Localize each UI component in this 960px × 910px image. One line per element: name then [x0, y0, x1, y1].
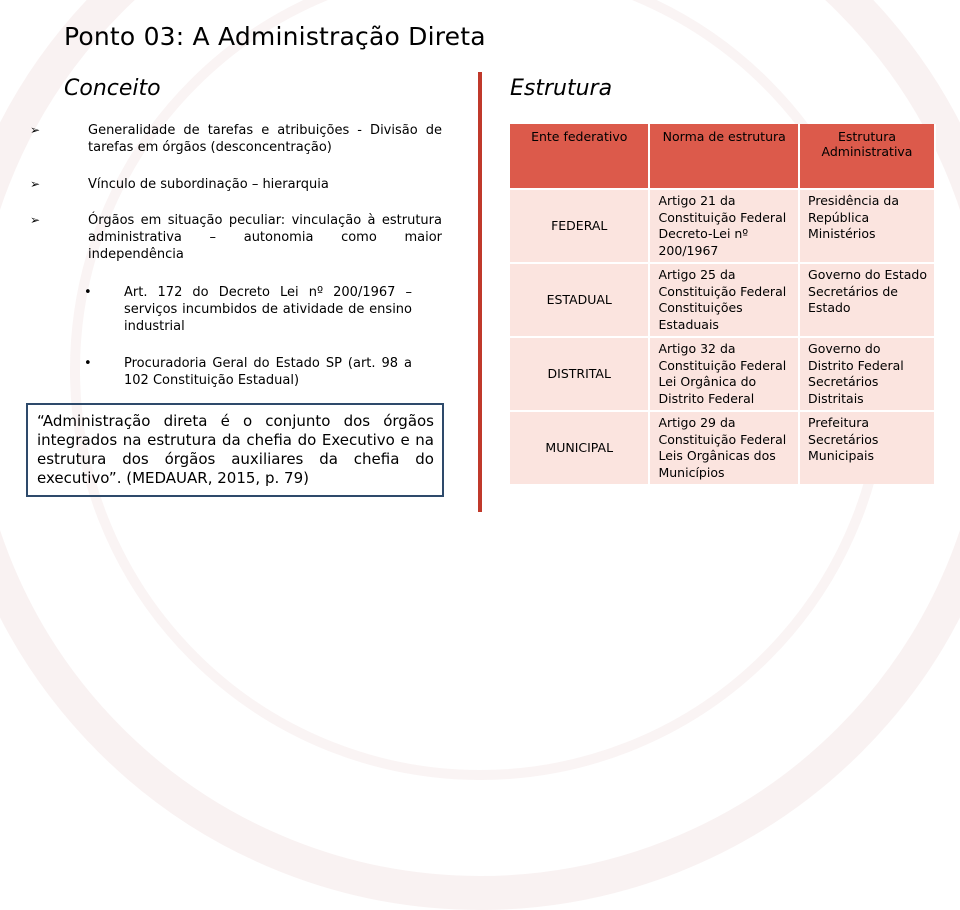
- cell-ente: MUNICIPAL: [510, 410, 650, 484]
- arrow-bullet-icon: ➢: [30, 123, 41, 137]
- cell-ente: DISTRITAL: [510, 336, 650, 410]
- cell-norma: Artigo 32 da Constituição Federal Lei Orgânica do Distrito Federal: [650, 336, 800, 410]
- table-header-row: [510, 124, 936, 188]
- table-row: [510, 410, 936, 484]
- table-row: [510, 188, 936, 262]
- cell-estrutura: Governo do Distrito Federal Secretários Distritais: [800, 336, 936, 410]
- cell-estrutura: Presidência da República Ministérios: [800, 188, 936, 262]
- header-ente: Ente federativo: [510, 124, 650, 188]
- header-estrutura: Estrutura Administrativa: [800, 124, 936, 188]
- estrutura-table: [510, 124, 936, 484]
- vertical-divider: [478, 72, 482, 512]
- sub-bullet-text: Procuradoria Geral do Estado SP (art. 98 a 102 Constituição Estadual): [124, 356, 412, 388]
- bullet-text: Generalidade de tarefas e atribuições - Divisão de tarefas em órgãos (desconcentração): [88, 123, 442, 155]
- dot-bullet-icon: •: [84, 285, 92, 300]
- bullet-text: Órgãos em situação peculiar: vinculação à estrutura administrativa – autonomia como maior independência: [88, 213, 442, 262]
- bullet-text: Vínculo de subordinação – hierarquia: [88, 177, 329, 192]
- sub-bullet-text: Art. 172 do Decreto Lei nº 200/1967 – serviços incumbidos de atividade de ensino industrial: [124, 285, 412, 334]
- cell-norma: Artigo 29 da Constituição Federal Leis Orgânicas dos Municípios: [650, 410, 800, 484]
- cell-norma: Artigo 21 da Constituição Federal Decreto-Lei nº 200/1967: [650, 188, 800, 262]
- cell-estrutura: Governo do Estado Secretários de Estado: [800, 262, 936, 336]
- arrow-bullet-icon: ➢: [30, 177, 41, 191]
- cell-ente: ESTADUAL: [510, 262, 650, 336]
- conceito-heading: Conceito: [64, 76, 161, 101]
- header-norma: Norma de estrutura: [650, 124, 800, 188]
- table-row: [510, 262, 936, 336]
- arrow-bullet-icon: ➢: [30, 213, 41, 227]
- cell-estrutura: Prefeitura Secretários Municipais: [800, 410, 936, 484]
- estrutura-heading: Estrutura: [510, 76, 613, 101]
- slide-title: Ponto 03: A Administração Direta: [64, 22, 486, 51]
- cell-norma: Artigo 25 da Constituição Federal Constituições Estaduais: [650, 262, 800, 336]
- quote-box: “Administração direta é o conjunto dos órgãos integrados na estrutura da chefia do Executivo e na estrutura dos órgãos auxiliares da chefia do executivo”. (MEDAUAR, 2015, p. 79): [26, 403, 444, 497]
- dot-bullet-icon: •: [84, 356, 92, 371]
- cell-ente: FEDERAL: [510, 188, 650, 262]
- table-row: [510, 336, 936, 410]
